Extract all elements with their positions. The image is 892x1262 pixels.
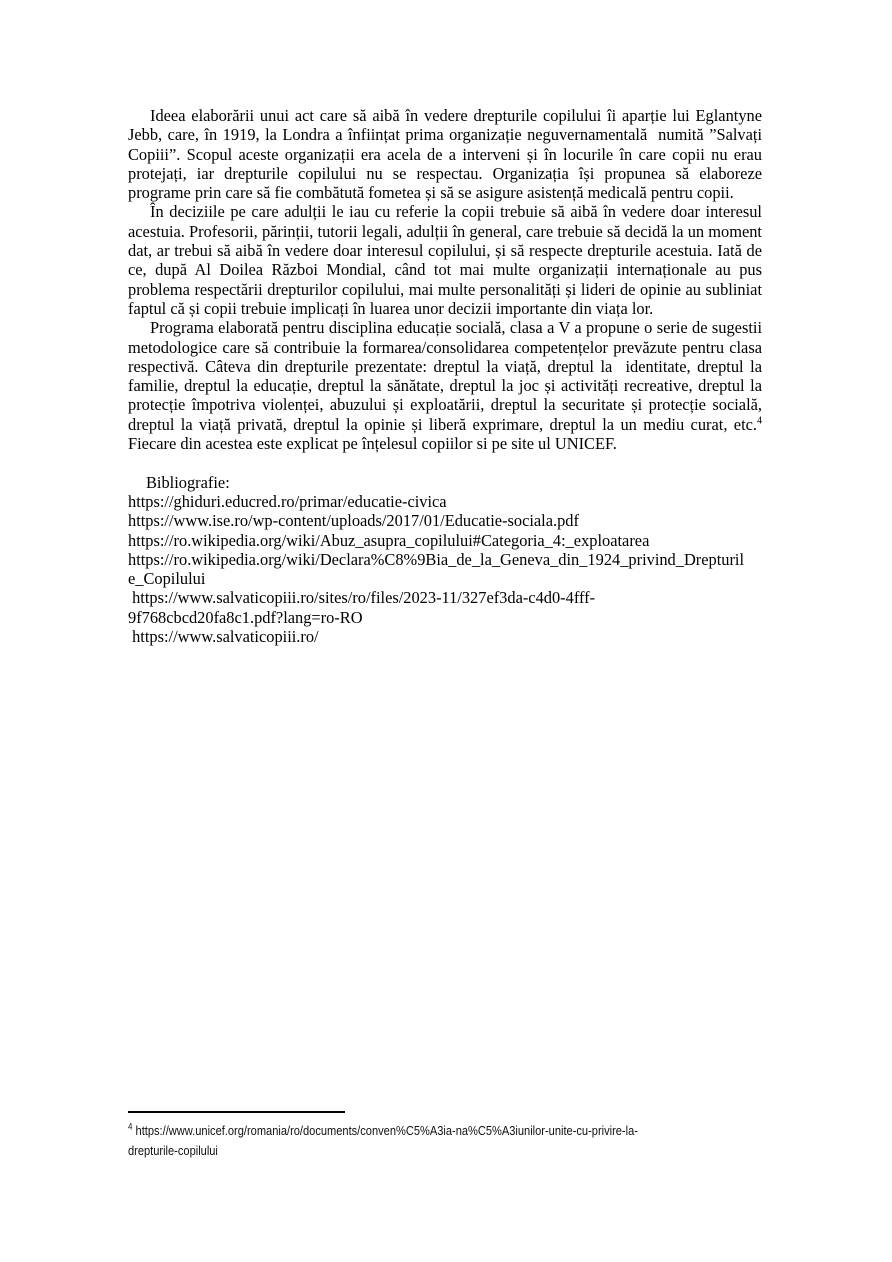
footnote-area [128, 1111, 868, 1162]
paragraph-text-after-footnote-ref: Fiecare din acestea este explicat pe înțelesul copiilor si pe site ul UNICEF. [128, 434, 617, 454]
footnote-reference-4: 4 [757, 415, 762, 427]
bibliography-heading: Bibliografie: [146, 472, 230, 492]
footnote-url-line-1: https://www.unicef.org/romania/ro/documents/conven%C5%A3ia-na%C5%A3iunilor-unite-cu-privire-la- [135, 1123, 638, 1138]
paragraph-school-program [128, 318, 762, 453]
bibliography-url-salvaticopiii-pdf-wrap: 9f768cbcd20fa8c1.pdf?lang=ro-RO [128, 607, 363, 627]
bibliography-url-ise: https://www.ise.ro/wp-content/uploads/2017/01/Educatie-sociala.pdf [128, 511, 579, 531]
paragraph-idea-origin: Ideea elaborării unui act care să aibă în vedere drepturile copilului îi aparție lui Eglantyne Jebb, care, în 1919, la Londra a înființat prima organizație neguvernamentală numită ”Salvați Copiii”. Scopul aceste organizații era acela de a interveni și în locurile în care copii nu erau protejați, iar drepturile copilului nu se respectau. Organizația își propunea să elaboreze programe prin care să fie combătută fometea și să se asigure asistență medicală pentru copii. [128, 106, 762, 203]
bibliography-url-salvaticopiii-home: https://www.salvaticopiii.ro/ [128, 627, 319, 647]
footnote-separator-rule [128, 1111, 345, 1113]
bibliography-url-wikipedia-declaratia: https://ro.wikipedia.org/wiki/Declara%C8%9Bia_de_la_Geneva_din_1924_privind_Drepturil [128, 549, 745, 569]
bibliography-url-salvaticopiii-pdf: https://www.salvaticopiii.ro/sites/ro/files/2023-11/327ef3da-c4d0-4fff- [128, 588, 596, 608]
footnote-marker: 4 [128, 1121, 133, 1133]
bibliography-url-wikipedia-abuz: https://ro.wikipedia.org/wiki/Abuz_asupra_copilului#Categoria_4:_exploatarea [128, 530, 650, 550]
footnote-url-line-2: drepturile-copilului [128, 1143, 218, 1159]
footnote-4 [128, 1121, 750, 1162]
paragraph-adult-decisions: În deciziile pe care adulții le iau cu referie la copii trebuie să aibă în vedere doar interesul acestuia. Profesorii, părinții, tutorii legali, adulții în general, care trebuie să decidă la un moment dat, ar trebui să aibă în vedere doar interesul copilului, și să respecte drepturile acestuia. Iată de ce, după Al Doilea Război Mondial, când tot mai multe organizații internaționale au pus problema respectării drepturilor copilului, mai multe personalități și lideri de opinie au subliniat faptul că și copii trebuie implicați în luarea unor decizii importante din viața lor. [128, 202, 762, 318]
bibliography-url-wikipedia-declaratia-wrap: e_Copilului [128, 569, 206, 589]
bibliography-url-educred: https://ghiduri.educred.ro/primar/educatie-civica [128, 491, 447, 511]
blank-line [128, 453, 762, 472]
document-page [128, 106, 762, 646]
paragraph-text-before-footnote-ref: Programa elaborată pentru disciplina educație socială, clasa a V a propune o serie de sugestii metodologice care să contribuie la formarea/consolidarea competențelor prevăzute pentru clasa respectivă. Câteva din drepturile prezentate: dreptul la viață, dreptul la identitate, dreptul la familie, dreptul la educație, dreptul la sănătate, dreptul la joc și activități recreative, dreptul la protecție împotriva violenței, abuzului și exploatării, dreptul la securitate și protecție socială, dreptul la viață privată, dreptul la opinie și liberă exprimare, dreptul la un mediu curat, etc. [128, 318, 762, 434]
